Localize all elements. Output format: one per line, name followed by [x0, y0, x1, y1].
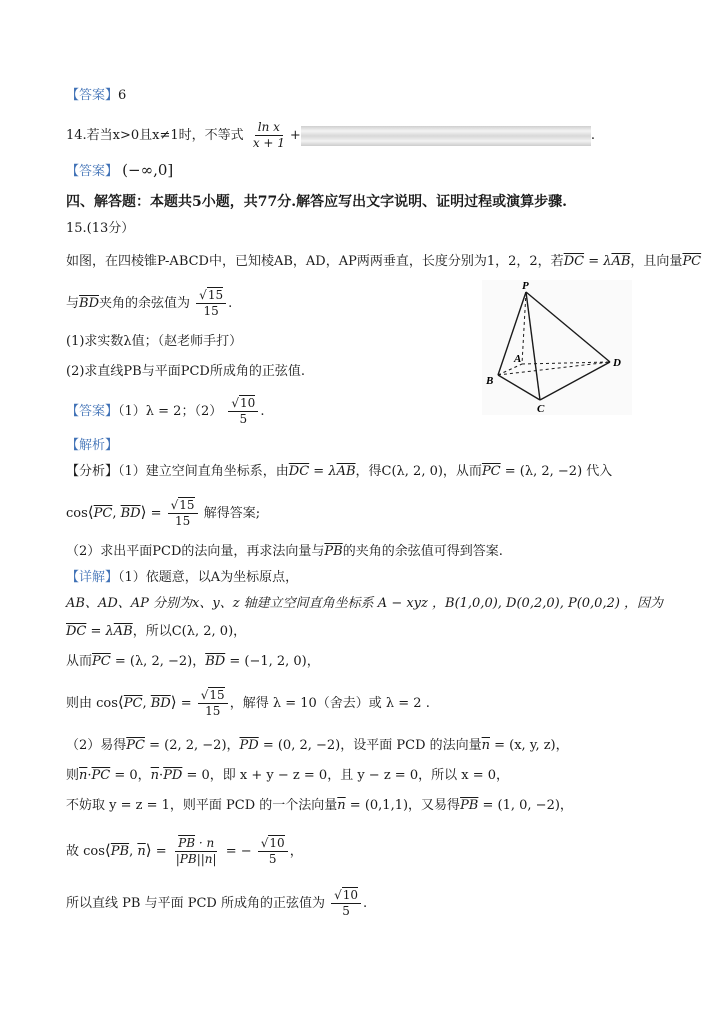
vector-ab: $\overline{AB}$ [113, 624, 133, 639]
vector-pc: $\overline{PC}$ [91, 768, 111, 783]
q15-stem-line1 [66, 252, 701, 272]
text: = (1, 0, −2)， [478, 798, 573, 813]
frac-num: √10 [228, 396, 258, 412]
sqrt-value: 10 [269, 836, 285, 850]
text: = λ [86, 624, 114, 639]
answer-value: 6 [118, 88, 127, 103]
frac-num: √15 [196, 288, 226, 304]
vector-pc: $\overline{PC}$ [682, 254, 702, 269]
frac-num: √10 [331, 888, 361, 904]
vector-n: $\overline{n}$ [79, 768, 88, 783]
text: = λ [309, 464, 337, 479]
detail-line5: 则由 $\cos⟨\overline{PC}$, $\overline{BD}⟩$ = $\frac{√15}{15}$ ，解得 λ = 10（舍去）或 λ = 2 . [66, 688, 430, 718]
redacted-region [301, 126, 591, 146]
angle-open: ⟨ [104, 841, 111, 859]
frac-den: 15 [205, 704, 221, 718]
text: ， [289, 844, 303, 859]
angle-close: ⟩ [140, 503, 147, 521]
answer-tag: 【答案】 [66, 88, 119, 103]
analysis-line2: $\cos⟨\overline{PC}$, $\overline{BD}⟩$ = $\frac{√15}{15}$ 解得答案; [66, 498, 261, 528]
cos-label: cos [66, 506, 88, 521]
detail-line6 [66, 736, 569, 756]
comma: , [112, 506, 121, 521]
answer-tag: 【答案】 [66, 404, 119, 419]
figure-background [482, 280, 632, 415]
vector-ab: $\overline{AB}$ [336, 464, 356, 479]
vector-dc: $\overline{DC}$ [563, 254, 585, 269]
vector-n: $\overline{n}$ [150, 768, 160, 783]
vector-pc: $\overline{PC}$ [123, 696, 143, 711]
text: = (0, 2, −2)，设平面 PCD 的法向量 [258, 738, 482, 753]
text: 的夹角的余弦值可得到答案. [342, 544, 503, 559]
detail-line2: AB、AD、AP 分别为x、y、z 轴建立空间直角坐标系 A − xyz ，B(1,0,0), D(0,2,0), P(0,0,2) ，因为 [66, 596, 664, 611]
q14-tail: . [590, 128, 595, 143]
frac-den: 5 [268, 852, 277, 866]
vector-n: $\overline{n}$ [481, 738, 490, 753]
sqrt-value: 10 [240, 396, 256, 410]
dot: · [159, 768, 164, 783]
vector-pb: $\overline{PB}$ [178, 836, 196, 850]
frac-den: 15 [203, 304, 219, 318]
frac-num: √10 [258, 836, 288, 852]
angle-close: ⟩ [170, 693, 177, 711]
q15-sub2: (2)求直线PB与平面PCD所成角的正弦值. [66, 364, 305, 379]
label-c: C [537, 403, 545, 415]
frac-num [175, 836, 217, 852]
sine-fraction [331, 888, 361, 919]
analysis-subtag: 【分析】 [66, 464, 119, 479]
text: = (−1, 2, 0)， [225, 654, 320, 669]
pyramid-figure [482, 280, 632, 415]
answer-tail: . [260, 404, 265, 419]
label-b: B [486, 375, 494, 387]
q15-sub1: (1)求实数λ值；（赵老师手打） [66, 334, 243, 349]
detail-line10 [66, 888, 367, 919]
vector-pd: $\overline{PD}$ [239, 738, 259, 753]
vector-pc: $\overline{PC}$ [126, 738, 145, 753]
cos-fraction [196, 288, 226, 319]
text: 则由 cos [66, 696, 118, 711]
detail-line1 [66, 568, 298, 588]
answer-part1: （1）λ = 2；（2） [118, 404, 223, 419]
q15-answer [66, 396, 264, 427]
answer-fraction [228, 396, 258, 427]
detail-line3 [66, 622, 246, 642]
text: （2）求出平面PCD的法向量，再求法向量与 [66, 544, 325, 559]
q13-answer [66, 86, 126, 106]
sqrt-value: 15 [207, 288, 224, 302]
q14-frac-num: ln x [255, 120, 283, 136]
frac-den: 15 [174, 514, 191, 528]
text: ，所以C(λ, 2, 0)， [132, 624, 247, 639]
vector-bd: $\overline{BD}$ [79, 296, 99, 311]
frac-den: 5 [342, 904, 350, 918]
vector-bd: $\overline{BD}$ [205, 654, 226, 669]
stem-tail: . [228, 296, 233, 311]
cos-fraction [168, 498, 198, 529]
text: = (2, 2, −2)， [144, 738, 240, 753]
vector-pc: $\overline{PC}$ [92, 654, 111, 669]
text: 从而 [66, 654, 93, 669]
q14-frac-den: x + 1 [252, 136, 285, 150]
dot: · [87, 768, 92, 783]
stem-eq: = λ [584, 254, 612, 269]
vector-n: $\overline{n}$ [137, 844, 146, 859]
cos-fraction [198, 688, 228, 719]
vector-dc: $\overline{DC}$ [66, 624, 87, 639]
vector-ab: $\overline{AB}$ [611, 254, 631, 269]
sqrt-value: 15 [209, 688, 225, 702]
stem-text: 夹角的余弦值为 [99, 296, 191, 311]
stem-text: ，且向量 [630, 254, 683, 269]
text: 则 [66, 768, 80, 783]
label-p: P [522, 280, 529, 292]
frac-den: 5 [239, 412, 248, 426]
detail-tag: 【详解】 [66, 570, 119, 585]
stem-text: 如图，在四棱锥P-ABCD中，已知棱AB，AD，AP两两垂直，长度分别为1，2，2，若 [66, 254, 564, 269]
vector-pb: $\overline{PB}$ [460, 798, 479, 813]
detail-line8 [66, 796, 573, 816]
q14-text: 14.若当x>0且x≠1时，不等式 [66, 128, 244, 143]
text: = (λ, 2, −2)， [110, 654, 206, 669]
vector-n: $\overline{n}$ [337, 798, 346, 813]
analysis-line3 [66, 542, 503, 562]
answer-value: (−∞,0] [122, 161, 174, 179]
text: ，得C(λ, 2, 0)，从而 [355, 464, 482, 479]
text: = (λ, 2, −2) 代入 [500, 464, 613, 479]
text: 不妨取 y = z = 1，则平面 PCD 的一个法向量 [66, 798, 338, 813]
section-heading: 四、解答题：本题共5小题，共77分.解答应写出文字说明、证明过程或演算步骤. [66, 194, 567, 210]
text: . [363, 896, 368, 911]
sqrt-value: 10 [342, 888, 359, 902]
answer-tag: 【答案】 [66, 164, 119, 179]
text: 所以直线 PB 与平面 PCD 所成角的正弦值为 [66, 896, 325, 911]
frac-num: √15 [198, 688, 228, 704]
dot-fraction [173, 836, 220, 867]
q15-stem-line2 [66, 288, 232, 319]
vector-dc: $\overline{DC}$ [288, 464, 310, 479]
label-a: A [514, 353, 522, 365]
text: 故 cos [66, 844, 105, 859]
text: = 0， [110, 768, 151, 783]
stem-text: 与 [66, 296, 80, 311]
vector-pc: $\overline{PC}$ [93, 506, 113, 521]
q15-header: 15.(13分） [66, 221, 135, 236]
result-fraction [258, 836, 288, 867]
analysis-tag: 【解析】 [66, 438, 119, 453]
q14-fraction [250, 120, 288, 151]
vector-bd: $\overline{BD}$ [150, 696, 171, 711]
text: （2）易得 [66, 738, 127, 753]
sqrt-value: 15 [179, 498, 195, 512]
vector-pd: $\overline{PD}$ [163, 768, 183, 783]
vector-pb: $\overline{PB}$ [324, 544, 343, 559]
text: · n [195, 836, 215, 850]
q14-stem [66, 120, 595, 151]
angle-open: ⟨ [87, 503, 94, 521]
detail-line7 [66, 766, 509, 786]
vector-bd: $\overline{BD}$ [120, 506, 141, 521]
label-d: D [613, 357, 621, 369]
comma: , [129, 844, 138, 859]
frac-num: √15 [168, 498, 198, 514]
q14-plus: + [289, 128, 301, 143]
q14-answer [66, 160, 173, 182]
text: = 0，即 x + y − z = 0，且 y − z = 0，所以 x = 0， [182, 768, 509, 783]
text: = (0,1,1)，又易得 [345, 798, 461, 813]
comma: , [142, 696, 151, 711]
vector-pb: $\overline{PB}$ [110, 844, 130, 859]
text: （1）依题意，以A为坐标原点， [118, 570, 299, 585]
vector-pc: $\overline{PC}$ [481, 464, 501, 479]
angle-open: ⟨ [117, 693, 124, 711]
detail-line4 [66, 652, 320, 672]
text: （1）建立空间直角坐标系，由 [118, 464, 289, 479]
text: ，解得 λ = 10（舍去）或 λ = 2 . [229, 696, 430, 711]
analysis-line1 [66, 462, 612, 482]
frac-den: |PB||n| [175, 852, 217, 866]
detail-line9: 故 $\cos⟨\overline{PB}$, $\overline{n}⟩$ = $\frac{\overline{PB} \cdot n}{|PB||n|}$ = − $\frac{√10}{5}$ ， [66, 836, 303, 866]
text: = − [221, 844, 252, 859]
angle-close: ⟩ [145, 841, 152, 859]
text: 解得答案; [199, 506, 261, 521]
text: = (x, y, z)， [490, 738, 569, 753]
